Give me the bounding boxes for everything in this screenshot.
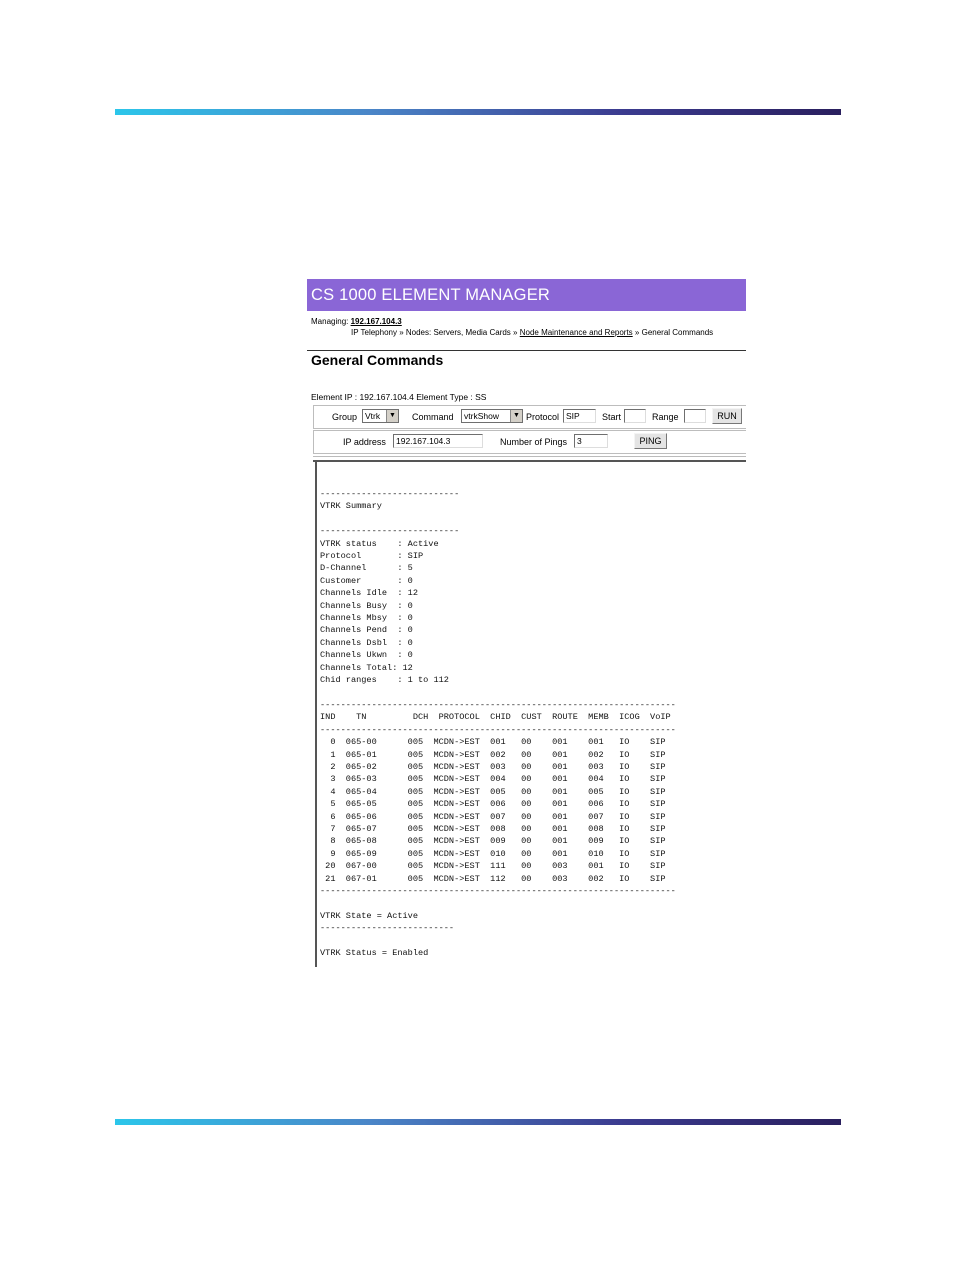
range-label: Range — [652, 412, 679, 422]
group-select[interactable] — [362, 409, 399, 423]
element-manager-screenshot — [306, 279, 746, 967]
status-line: Channels Busy : 0 — [320, 600, 413, 611]
footer-rule — [115, 1119, 841, 1125]
table-row: 21 067-01 005 MCDN->EST 112 00 003 002 IO SIP — [320, 873, 666, 884]
managing-line — [311, 317, 402, 326]
table-row: 6 065-06 005 MCDN->EST 007 00 001 007 IO SIP — [320, 811, 666, 822]
summary-title: VTRK Summary — [320, 501, 382, 512]
table-divider: --------------------------------------------------------------------- — [320, 886, 676, 896]
breadcrumb-ip-telephony: IP Telephony — [351, 328, 397, 337]
number-of-pings-label: Number of Pings — [500, 437, 568, 447]
table-row: 1 065-01 005 MCDN->EST 002 00 001 002 IO SIP — [320, 749, 666, 760]
header-rule — [115, 109, 841, 115]
vtrk-status-line: VTRK Status = Enabled — [320, 948, 429, 959]
breadcrumb-separator: » — [510, 328, 520, 337]
element-info: Element IP : 192.167.104.4 Element Type : SS — [311, 392, 487, 402]
status-divider: -------------------------- — [320, 923, 455, 934]
breadcrumb-current: General Commands — [641, 328, 714, 337]
table-row: 7 065-07 005 MCDN->EST 008 00 001 008 IO SIP — [320, 823, 666, 834]
start-label: Start — [602, 412, 622, 422]
status-line: Protocol : SIP — [320, 551, 424, 562]
status-line: D-Channel : 5 — [320, 563, 413, 574]
protocol-input[interactable]: SIP — [563, 409, 596, 423]
status-line: Channels Idle : 12 — [320, 588, 418, 599]
number-of-pings-input[interactable]: 3 — [574, 434, 608, 448]
breadcrumb-nodes: Nodes: Servers, Media Cards — [405, 328, 511, 337]
status-line: Channels Dsbl : 0 — [320, 637, 413, 648]
status-line: Channels Total: 12 — [320, 662, 413, 673]
status-line: Channels Mbsy : 0 — [320, 613, 413, 624]
table-row: 8 065-08 005 MCDN->EST 009 00 001 009 IO SIP — [320, 836, 666, 847]
table-row: 3 065-03 005 MCDN->EST 004 00 001 004 IO SIP — [320, 774, 666, 785]
console-text — [320, 488, 676, 959]
summary-divider: --------------------------- — [320, 489, 460, 499]
group-select-value: Vtrk — [365, 411, 381, 421]
group-label: Group — [332, 412, 358, 422]
managing-ip-link[interactable]: 192.167.104.3 — [350, 317, 402, 326]
ip-address-label: IP address — [343, 437, 386, 447]
range-input[interactable] — [684, 409, 706, 423]
status-line: Channels Pend : 0 — [320, 625, 413, 636]
output-frame-line — [313, 456, 746, 457]
title-divider — [307, 350, 746, 351]
protocol-label: Protocol — [526, 412, 560, 422]
command-form-row — [313, 405, 746, 429]
summary-divider: --------------------------- — [320, 526, 460, 537]
breadcrumb-node-maintenance-link[interactable]: Node Maintenance and Reports — [519, 328, 633, 337]
vtrk-state-line: VTRK State = Active — [320, 910, 418, 921]
status-line: Customer : 0 — [320, 575, 413, 586]
ping-button[interactable]: PING — [634, 433, 667, 449]
command-label: Command — [412, 412, 454, 422]
table-row: 2 065-02 005 MCDN->EST 003 00 001 003 IO SIP — [320, 761, 666, 772]
table-row: 20 067-00 005 MCDN->EST 111 00 003 001 IO SIP — [320, 861, 666, 872]
table-row: 0 065-00 005 MCDN->EST 001 00 001 001 IO SIP — [320, 737, 666, 748]
page-title: General Commands — [311, 352, 444, 368]
chevron-down-icon: ▼ — [386, 410, 398, 422]
ping-form-row — [313, 430, 746, 454]
table-row: 5 065-05 005 MCDN->EST 006 00 001 006 IO SIP — [320, 799, 666, 810]
app-banner — [307, 279, 746, 311]
command-output-panel[interactable] — [315, 462, 746, 967]
app-title: CS 1000 ELEMENT MANAGER — [311, 286, 551, 304]
run-button[interactable]: RUN — [712, 408, 742, 424]
status-line: VTRK status : Active — [320, 538, 439, 549]
start-input[interactable] — [624, 409, 646, 423]
table-row: 9 065-09 005 MCDN->EST 010 00 001 010 IO SIP — [320, 848, 666, 859]
ip-address-input[interactable]: 192.167.104.3 — [393, 434, 483, 448]
table-divider: --------------------------------------------------------------------- — [320, 724, 676, 735]
table-divider: --------------------------------------------------------------------- — [320, 699, 676, 710]
table-row: 4 065-04 005 MCDN->EST 005 00 001 005 IO SIP — [320, 786, 666, 797]
breadcrumb — [351, 328, 713, 337]
command-select-value: vtrkShow — [464, 411, 499, 421]
status-line: Chid ranges : 1 to 112 — [320, 675, 449, 686]
command-select[interactable] — [461, 409, 523, 423]
chevron-down-icon: ▼ — [510, 410, 522, 422]
managing-label: Managing: — [311, 317, 349, 326]
table-header: IND TN DCH PROTOCOL CHID CUST ROUTE MEMB ICOG VoIP — [320, 712, 671, 723]
breadcrumb-separator: » — [396, 328, 406, 337]
breadcrumb-separator: » — [632, 328, 642, 337]
status-line: Channels Ukwn : 0 — [320, 650, 413, 661]
